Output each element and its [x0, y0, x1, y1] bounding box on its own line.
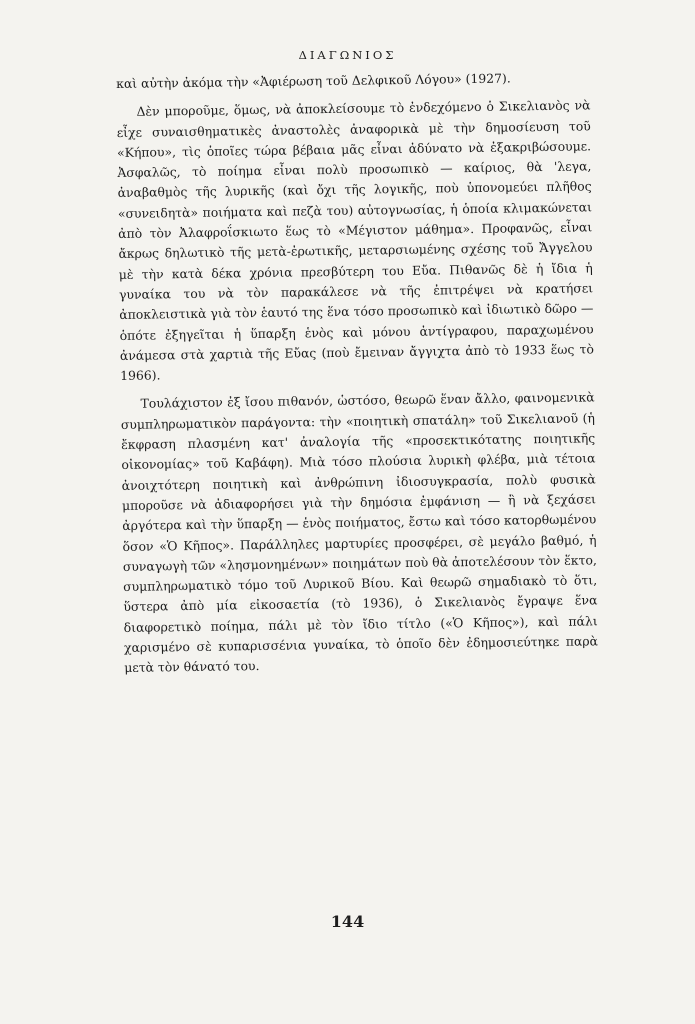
body-text	[116, 67, 598, 678]
running-header: ΔΙΑΓΩΝΙΟΣ	[298, 48, 397, 62]
page-number: 144	[330, 912, 365, 931]
paragraph-3: Τουλάχιστον ἐξ ἴσου πιθανόν, ὡστόσο, θεωρῶ ἕναν ἄλλο, φαινομενικὰ συμπληρωματικὸν παράγοντα: τὴν «ποιητικὴ σπατάλη» τοῦ Σικελιανοῦ (ἡ ἔκφραση πλασμένη κατ' ἀναλογία τῆς «προσεκτικότατης ποιητικῆς οἰκονομίας» τοῦ Καβάφη). Μιὰ τόσο πλούσια λυρικὴ φλέβα, μιὰ τέτοια ἀνοιχτότερη ποιητικὴ καὶ ἀνθρώπινη ἰδιοσυγκρασία, πολὺ φυσικὰ μποροῦσε νὰ ἀδιαφορήσει γιὰ τὴν δημόσια ἐμφάνιση — ἢ νὰ ξεχάσει ἀργότερα καὶ τὴν ὕπαρξη — ἑνὸς ποιήματος, ἔστω καὶ τόσο κατορθωμένου ὅσον «Ὁ Κῆπος». Παράλληλες μαρτυρίες προσφέρει, σὲ μεγάλο βαθμό, ἡ συναγωγὴ τῶν «λησμονημένων» ποιημάτων ποὺ θὰ ἀποτελέσουν τὸν ἕκτο, συμπληρωματικὸ τόμο τοῦ Λυρικοῦ Βίου. Καὶ θεωρῶ σημαδιακὸ τὸ ὅτι, ὕστερα ἀπὸ μία εἰκοσαετία (τὸ 1936), ὁ Σικελιανὸς ἔγραψε ἕνα διαφορετικὸ ποίημα, πάλι μὲ τὸν ἴδιο τίτλο («Ὁ Κῆπος»), καὶ πάλι χαρισμένο σὲ κυπαρισσένια γυναίκα, τὸ ὁποῖο δὲν ἐδημοσιεύτηκε παρὰ μετὰ τὸν θάνατό του.	[120, 389, 599, 676]
paragraph-2: Δὲν μποροῦμε, ὅμως, νὰ ἀποκλείσουμε τὸ ἐνδεχόμενο ὁ Σικελιανὸς νὰ εἶχε συναισθηματικὲς ἀναστολὲς ἀναφορικὰ μὲ τὴν δημοσίευση τοῦ «Κήπου», τὶς ὁποῖες τώρα βέβαια μᾶς εἶναι ἀδύνατο νὰ ἐξακριβώσουμε. Ἀσφαλῶς, τὸ ποίημα εἶναι πολὺ προσωπικὸ — καίριος, θὰ 'λεγα, ἀναβαθμὸς τῆς λυρικῆς (καὶ ὄχι τῆς λογικῆς, ποὺ ὑπονομεύει πλῆθος «συνειδητὰ» ποιήματα καὶ πεζὰ του) αὐτογνωσίας, ἡ ὁποία κλιμακώνεται ἀπὸ τὸν Ἀλαφροΐσκιωτο ἕως τὸ «Μέγιστον μάθημα». Προφανῶς, εἶναι ἄκρως δηλωτικὸ τῆς μετὰ-ἐρωτικῆς, μεταρσιωμένης σχέσης τοῦ Ἄγγελου μὲ τὴν κατὰ δέκα χρόνια πρεσβύτερη του Εὔα. Πιθανῶς δὲ ἡ ἴδια ἡ γυναίκα του νὰ τὸν παρακάλεσε νὰ τῆς ἐπιτρέψει νὰ κρατήσει ἀποκλειστικὰ γιὰ τὸν ἑαυτό της ἕνα τόσο προσωπικὸ καὶ ἰδιωτικὸ δῶρο — ὁπότε ἐξηγεῖται ἡ ὕπαρξη ἑνὸς καὶ μόνου ἀντίγραφου, παραχωμένου ἀνάμεσα στὰ χαρτιὰ τῆς Εὔας (ποὺ ἔμειναν ἄγγιχτα ἀπὸ τὸ 1933 ἕως τὸ 1966).	[116, 97, 594, 384]
paragraph-1: καὶ αὐτὴν ἀκόμα τὴν «Ἀφιέρωση τοῦ Δελφικοῦ Λόγου» (1927).	[116, 70, 511, 91]
